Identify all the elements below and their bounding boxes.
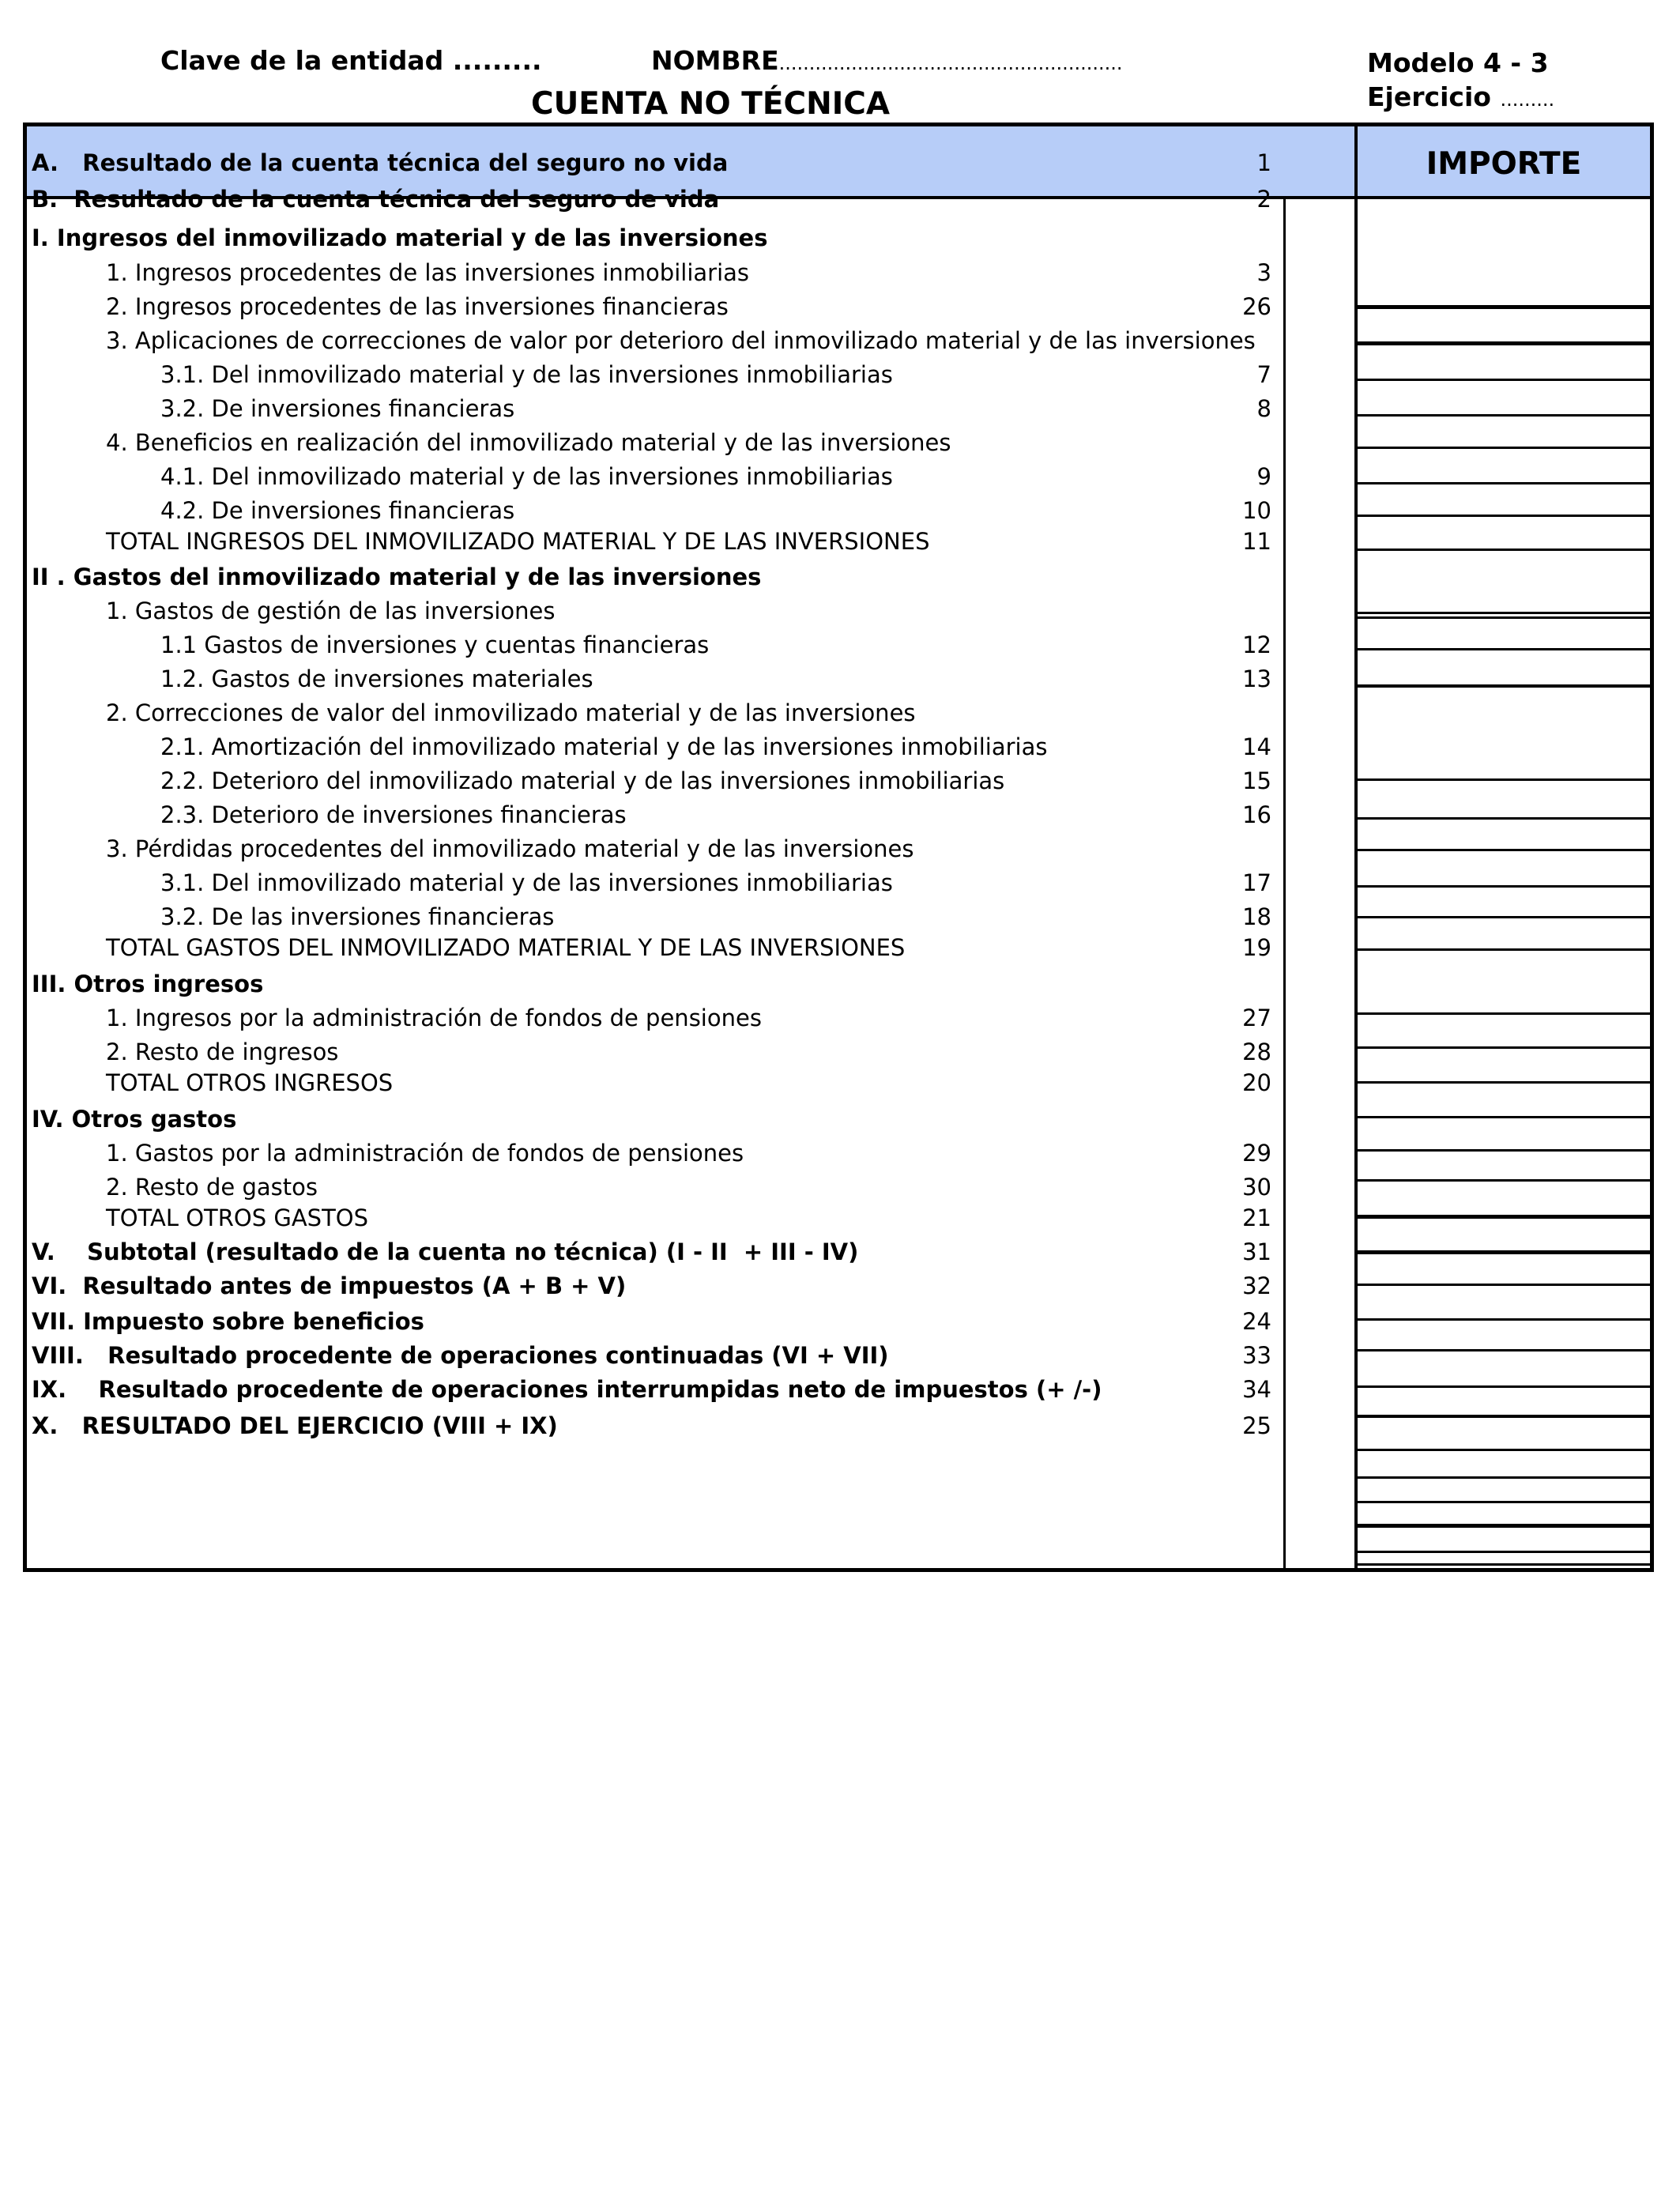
row-label: 3. Pérdidas procedentes del inmovilizado material y de las inversiones: [106, 835, 914, 862]
row-label: TOTAL GASTOS DEL INMOVILIZADO MATERIAL Y DE LAS INVERSIONES: [106, 934, 906, 961]
table-row: [27, 600, 1275, 623]
table-row: [27, 188, 1275, 211]
row-code: 21: [1242, 1204, 1271, 1231]
amount-cell-border: [1358, 612, 1650, 614]
table-row: [27, 566, 1275, 589]
row-code: 34: [1242, 1376, 1271, 1403]
row-label: 4.2. De inversiones financieras: [160, 497, 515, 524]
row-label: 1. Ingresos por la administración de fondos de pensiones: [106, 1005, 762, 1031]
entity-name-label: NOMBRE: [651, 45, 779, 76]
row-label: 1. Gastos de gestión de las inversiones: [106, 598, 556, 624]
amount-cell-border: [1358, 548, 1650, 551]
table-row: [27, 1176, 1275, 1199]
row-label: 2. Resto de gastos: [106, 1174, 318, 1201]
fiscal-year-dots: .........: [1500, 89, 1555, 111]
row-label: 3.2. De inversiones financieras: [160, 395, 515, 422]
row-label: VIII. Resultado procedente de operaciones continuadas (VI + VII): [32, 1342, 889, 1369]
row-code: 27: [1242, 1005, 1271, 1031]
table-row: [27, 1412, 1275, 1439]
row-code: 13: [1242, 665, 1271, 692]
row-code: 8: [1256, 395, 1271, 422]
row-code: 18: [1242, 903, 1271, 930]
table-row: [27, 293, 1275, 320]
row-code: 25: [1242, 1412, 1271, 1439]
row-label: VII. Impuesto sobre beneficios: [32, 1308, 424, 1335]
row-label: 2. Correcciones de valor del inmovilizado material y de las inversiones: [106, 699, 916, 726]
code-column-divider: [1283, 199, 1286, 1568]
table-row: [27, 463, 1275, 490]
row-code: 1: [1256, 149, 1271, 176]
table-row: [27, 530, 1275, 553]
row-code: 15: [1242, 767, 1271, 794]
row-label: 4. Beneficios en realización del inmovilizado material y de las inversiones: [106, 429, 951, 456]
amount-cell-border: [1358, 817, 1650, 820]
row-label: 3.1. Del inmovilizado material y de las inversiones inmobiliarias: [160, 869, 893, 896]
table-row: [27, 259, 1275, 286]
row-code: 28: [1242, 1039, 1271, 1065]
amount-cell-border: [1358, 1284, 1650, 1286]
amount-cell-border: [1358, 1012, 1650, 1015]
row-code: 14: [1242, 733, 1271, 760]
table-row: [27, 1142, 1275, 1165]
row-code: 7: [1256, 361, 1271, 388]
amount-cell-border: [1358, 515, 1650, 517]
amount-cell-border: [1358, 447, 1650, 449]
table-row: [27, 767, 1275, 794]
amount-cell-border: [1358, 1081, 1650, 1084]
table-row: [27, 934, 1275, 961]
account-table: [23, 123, 1654, 1572]
row-label: 3.1. Del inmovilizado material y de las inversiones inmobiliarias: [160, 361, 893, 388]
amount-cell-border: [1358, 1318, 1650, 1321]
amount-cell-border: [1358, 1524, 1650, 1528]
table-row: [27, 429, 1275, 456]
table-row: [27, 1041, 1275, 1064]
page-title: CUENTA NO TÉCNICA: [531, 86, 891, 122]
table-row: [27, 665, 1275, 692]
amount-cell-border: [1358, 414, 1650, 417]
amount-cell-border: [1358, 616, 1650, 619]
fiscal-year-label: Ejercicio: [1367, 81, 1491, 112]
row-label: TOTAL OTROS GASTOS: [106, 1204, 369, 1231]
table-row: [27, 1272, 1275, 1299]
row-code: 9: [1256, 463, 1271, 490]
table-row: [27, 801, 1275, 828]
amount-cell-border: [1358, 1501, 1650, 1503]
row-code: 32: [1242, 1272, 1271, 1299]
table-row: [27, 1344, 1275, 1367]
amount-cell-border: [1358, 1415, 1650, 1418]
table-row: [27, 499, 1275, 522]
amount-cell-border: [1358, 1046, 1650, 1049]
row-label: 2. Resto de ingresos: [106, 1039, 339, 1065]
row-label: 3. Aplicaciones de correcciones de valor por deterioro del inmovilizado material y de las inversiones: [106, 327, 1256, 354]
table-row: [27, 1108, 1275, 1131]
row-label: X. RESULTADO DEL EJERCICIO (VIII + IX): [32, 1412, 558, 1439]
amount-cell-border: [1358, 885, 1650, 888]
table-row: [27, 835, 1275, 862]
row-label: 2.1. Amortización del inmovilizado material y de las inversiones inmobiliarias: [160, 733, 1048, 760]
row-code: 3: [1256, 259, 1271, 286]
row-code: 19: [1242, 934, 1271, 961]
table-row: [27, 1238, 1275, 1265]
amount-cell-border: [1358, 1551, 1650, 1553]
amount-cell-border: [1358, 482, 1650, 484]
table-row: [27, 903, 1275, 930]
table-row: [27, 973, 1275, 996]
row-label: 1. Ingresos procedentes de las inversiones inmobiliarias: [106, 259, 750, 286]
table-row: [27, 1204, 1275, 1231]
amount-cell-border: [1358, 1215, 1650, 1219]
row-label: III. Otros ingresos: [32, 971, 264, 997]
row-code: 12: [1242, 631, 1271, 658]
amount-column-header: IMPORTE: [1426, 146, 1582, 182]
table-row: [27, 869, 1275, 896]
amount-cell-border: [1358, 1116, 1650, 1118]
entity-code-label: Clave de la entidad: [160, 45, 444, 76]
row-code: 33: [1242, 1342, 1271, 1369]
amount-cell-border: [1358, 379, 1650, 381]
entity-name-field: [651, 47, 1122, 74]
row-label: II . Gastos del inmovilizado material y de las inversiones: [32, 564, 762, 590]
amount-cell-border: [1358, 916, 1650, 918]
row-label: 2. Ingresos procedentes de las inversiones financieras: [106, 293, 729, 320]
row-label: 2.3. Deterioro de inversiones financieras: [160, 801, 627, 828]
amount-cell-border: [1358, 684, 1650, 688]
amount-cell-border: [1358, 948, 1650, 951]
row-code: 17: [1242, 869, 1271, 896]
row-label: 1.1 Gastos de inversiones y cuentas financieras: [160, 631, 710, 658]
amount-cell-border: [1358, 1250, 1650, 1254]
table-row: [27, 631, 1275, 658]
table-row: [27, 395, 1275, 422]
row-label: 1. Gastos por la administración de fondos de pensiones: [106, 1140, 744, 1167]
amount-cell-border: [1358, 648, 1650, 650]
amount-cell-border: [1358, 305, 1650, 309]
row-label: 3.2. De las inversiones financieras: [160, 903, 555, 930]
table-row: [27, 224, 1275, 251]
entity-code-field: [160, 47, 542, 74]
table-row: [27, 361, 1275, 388]
row-code: 10: [1242, 497, 1271, 524]
table-row: [27, 327, 1275, 354]
row-code: 16: [1242, 801, 1271, 828]
table-row: [27, 733, 1275, 760]
amount-cell-border: [1358, 1179, 1650, 1182]
amount-cell-border: [1358, 849, 1650, 851]
fiscal-year-field: [1367, 81, 1555, 112]
row-label: TOTAL INGRESOS DEL INMOVILIZADO MATERIAL Y DE LAS INVERSIONES: [106, 528, 930, 555]
entity-code-dots: .........: [452, 45, 542, 76]
amount-cell-border: [1358, 1149, 1650, 1152]
amount-cell-border: [1358, 1476, 1650, 1479]
row-label: 4.1. Del inmovilizado material y de las inversiones inmobiliarias: [160, 463, 893, 490]
table-row: [27, 1378, 1275, 1401]
table-row: [27, 1007, 1275, 1030]
row-code: 2: [1256, 186, 1271, 213]
row-label: IX. Resultado procedente de operaciones interrumpidas neto de impuestos (+ /-): [32, 1376, 1102, 1403]
form-model: Modelo 4 - 3: [1367, 47, 1549, 78]
row-label: A. Resultado de la cuenta técnica del seguro no vida: [32, 149, 729, 176]
row-code: 20: [1242, 1069, 1271, 1096]
row-label: V. Subtotal (resultado de la cuenta no técnica) (I - II + III - IV): [32, 1238, 859, 1265]
amount-cell-border: [1358, 778, 1650, 781]
row-code: 29: [1242, 1140, 1271, 1167]
row-code: 24: [1242, 1308, 1271, 1335]
table-row: [27, 1069, 1275, 1096]
row-label: IV. Otros gastos: [32, 1106, 237, 1133]
row-label: VI. Resultado antes de impuestos (A + B + V): [32, 1272, 627, 1299]
table-row: [27, 699, 1275, 726]
row-label: 2.2. Deterioro del inmovilizado material y de las inversiones inmobiliarias: [160, 767, 1005, 794]
table-row: [27, 149, 1275, 176]
amount-cell-border: [1358, 1385, 1650, 1388]
table-row: [27, 1310, 1275, 1333]
row-label: TOTAL OTROS INGRESOS: [106, 1069, 394, 1096]
row-code: 11: [1242, 528, 1271, 555]
row-label: B. Resultado de la cuenta técnica del seguro de vida: [32, 186, 720, 213]
amount-cell-border: [1358, 1563, 1650, 1566]
amount-cell-border: [1358, 1349, 1650, 1351]
row-label: I. Ingresos del inmovilizado material y de las inversiones: [32, 224, 768, 251]
row-code: 30: [1242, 1174, 1271, 1201]
entity-name-dots: .........................................................: [778, 52, 1123, 74]
row-code: 26: [1242, 293, 1271, 320]
row-label: 1.2. Gastos de inversiones materiales: [160, 665, 593, 692]
amount-cell-border: [1358, 341, 1650, 345]
row-code: 31: [1242, 1238, 1271, 1265]
amount-cell-border: [1358, 1449, 1650, 1451]
